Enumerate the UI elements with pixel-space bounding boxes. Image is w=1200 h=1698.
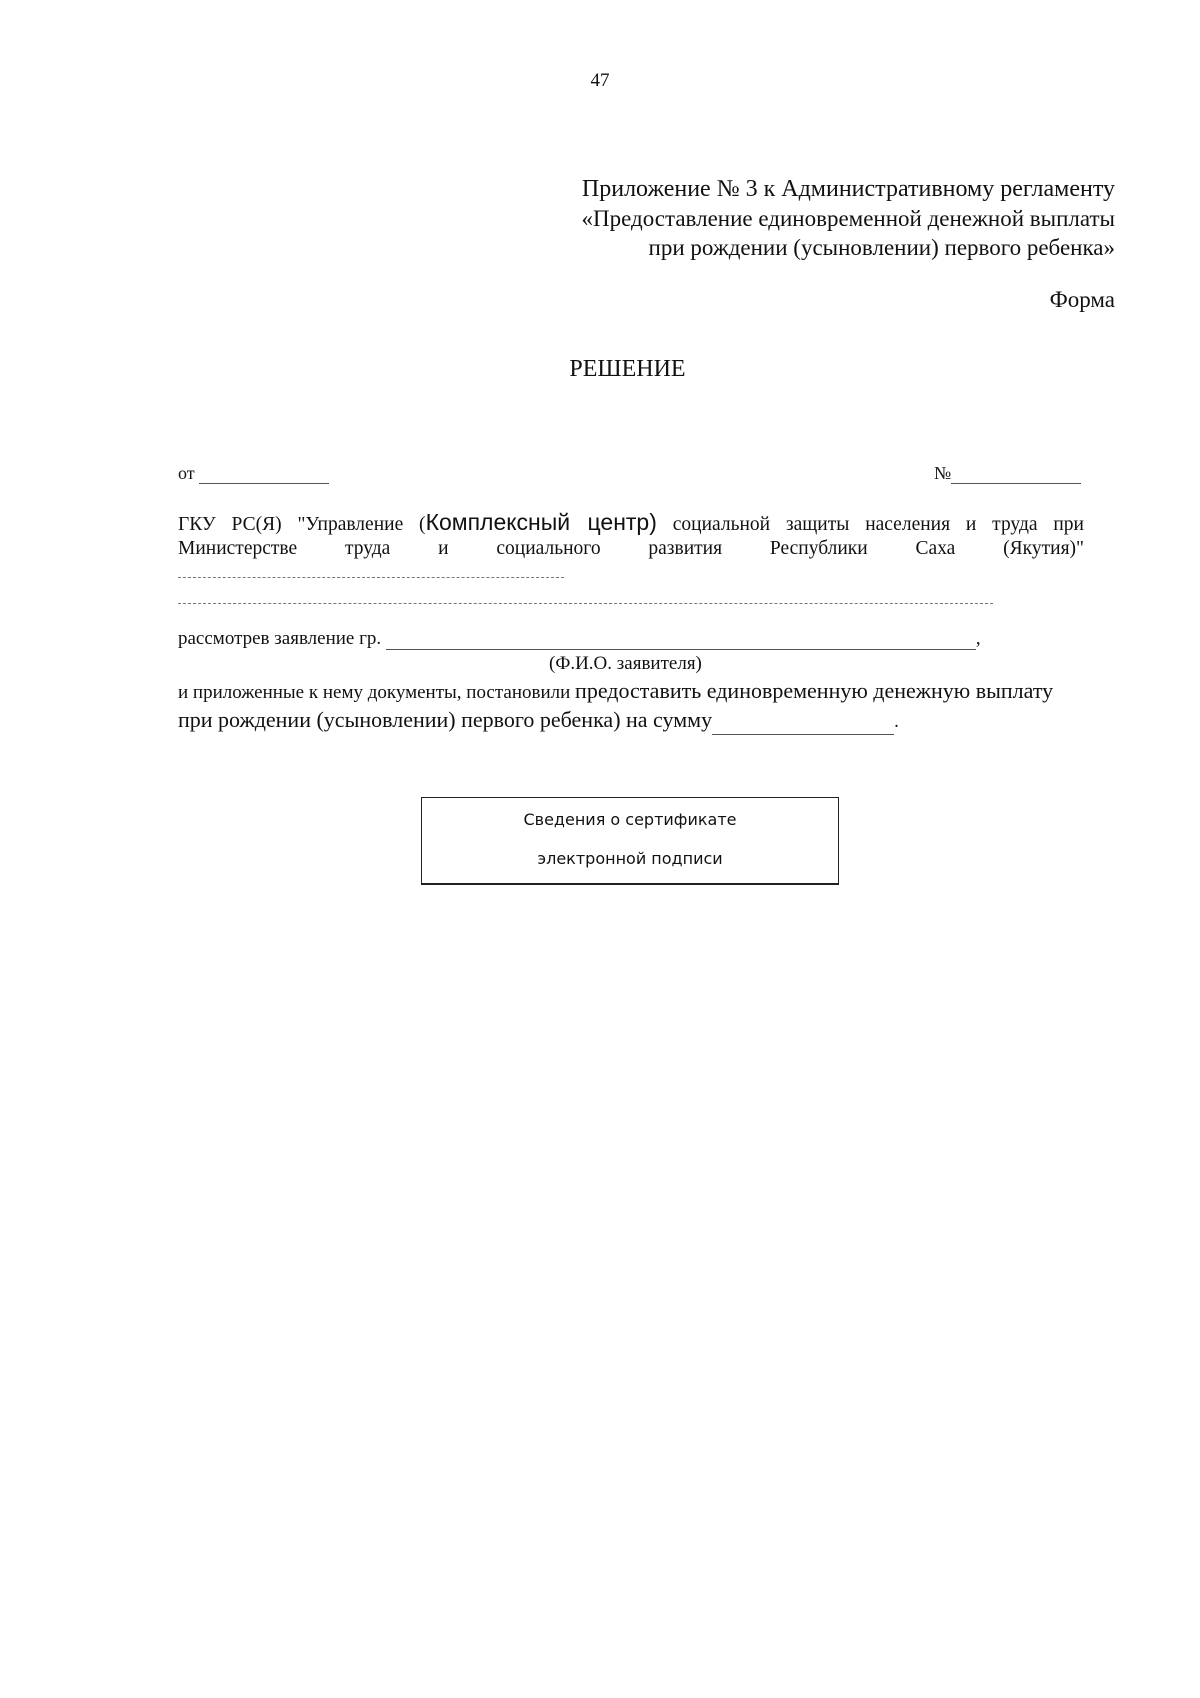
appendix-line-3: при рождении (усыновлении) первого ребенка» bbox=[648, 235, 1115, 260]
date-field bbox=[178, 463, 329, 484]
applicant-caption: (Ф.И.О. заявителя) bbox=[549, 653, 702, 674]
organization-text bbox=[178, 510, 1084, 561]
decision-text bbox=[178, 677, 1084, 735]
org-part-3: социальной защиты населения и труда при Министерстве труда и социального развития Республики Саха (Якутия)" bbox=[178, 514, 1084, 559]
appendix-line-2: «Предоставление единовременной денежной выплаты bbox=[581, 206, 1115, 231]
decision-part-1: и приложенные к нему документы, постановили bbox=[178, 682, 576, 703]
number-blank bbox=[951, 465, 1081, 484]
applicant-name-blank bbox=[386, 631, 976, 650]
applicant-line bbox=[178, 628, 981, 650]
signature-box-line-1: Сведения о сертификате bbox=[523, 810, 737, 829]
form-label: Форма bbox=[1049, 287, 1115, 312]
document-title: РЕШЕНИЕ bbox=[569, 356, 686, 382]
date-prefix: от bbox=[178, 463, 195, 483]
applicant-suffix: , bbox=[975, 628, 981, 649]
applicant-prefix: рассмотрев заявление гр. bbox=[178, 628, 382, 649]
org-part-2: Комплексный центр) bbox=[425, 509, 657, 535]
number-field bbox=[934, 463, 1081, 484]
blank-rule-1 bbox=[178, 577, 564, 578]
signature-certificate-box bbox=[421, 797, 839, 885]
decision-part-2: предоставить единовременную денежную выплату при рождении (усыновлении) первого ребенка) на сумму bbox=[178, 678, 1054, 732]
date-blank bbox=[199, 465, 329, 484]
blank-rule-2 bbox=[178, 603, 993, 604]
appendix-line-1: Приложение № 3 к Административному регламенту bbox=[581, 176, 1115, 202]
decision-suffix: . bbox=[894, 711, 899, 732]
number-prefix: № bbox=[934, 463, 952, 483]
page-number: 47 bbox=[590, 70, 610, 91]
org-part-1: ГКУ РС(Я) "Управление ( bbox=[178, 514, 426, 535]
amount-blank bbox=[712, 716, 894, 735]
appendix-header bbox=[582, 175, 1116, 262]
signature-box-line-2: электронной подписи bbox=[537, 849, 723, 868]
